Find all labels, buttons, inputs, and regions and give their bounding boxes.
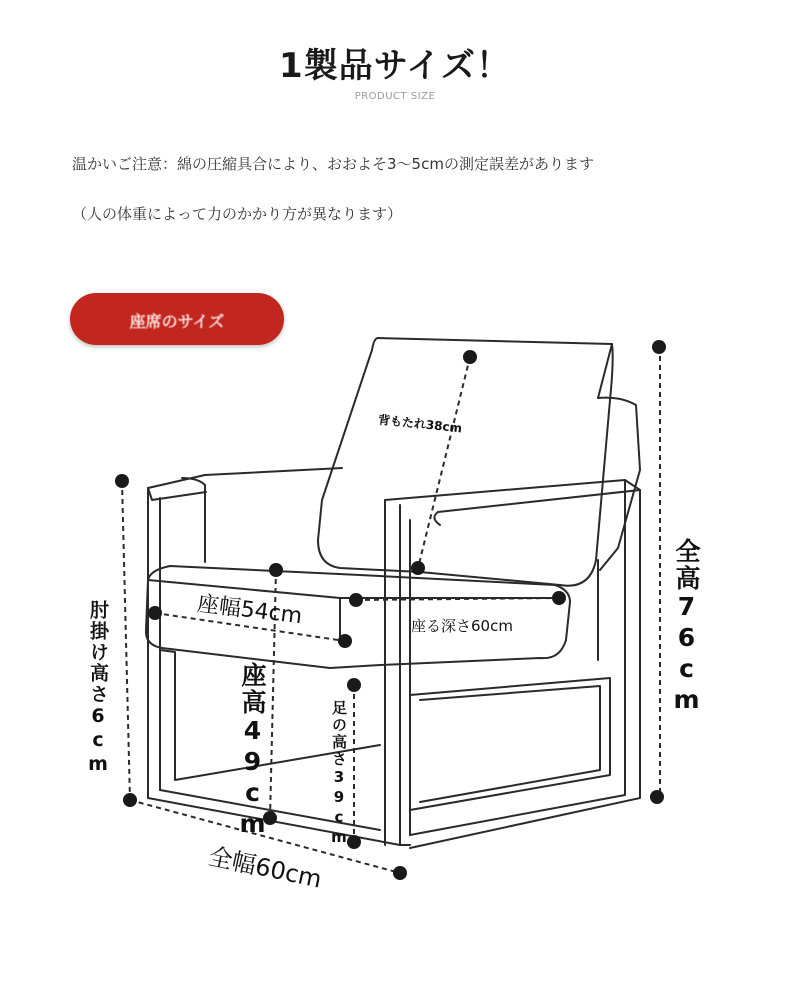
dot <box>650 790 664 804</box>
dot <box>347 678 361 692</box>
seat-size-badge-label: 座席のサイズ <box>129 312 225 331</box>
leg-height-label: 足の高さ39cm <box>330 700 348 848</box>
armrest-height-label: 肘掛け高さ6cm <box>87 600 109 777</box>
total-height-label: 全高76cm <box>672 538 701 716</box>
dot <box>148 606 162 620</box>
backrest-guide <box>418 357 470 568</box>
dot <box>115 474 129 488</box>
dot <box>349 593 363 607</box>
armrest-height-guide <box>122 481 130 800</box>
page-title: 1製品サイズ！ <box>279 46 511 86</box>
seat-height-label: 座高49cm <box>238 662 267 840</box>
dot <box>393 866 407 880</box>
dot <box>123 793 137 807</box>
dot <box>411 561 425 575</box>
measurement-note-detail: （人の体重によって力のかかり方が異なります） <box>72 205 403 223</box>
seat-depth-label: 座る深さ60cm <box>411 617 513 635</box>
dot <box>652 340 666 354</box>
backrest-label: 背もたれ38cm <box>377 412 463 436</box>
dot <box>463 350 477 364</box>
dot <box>338 634 352 648</box>
measurement-note: 温かいご注意：綿の圧縮具合により、おおよそ3〜5cmの測定誤差があります <box>72 155 594 173</box>
total-width-label: 全幅60cm <box>205 842 325 894</box>
dot <box>347 835 361 849</box>
dot <box>552 591 566 605</box>
seat-width-label: 座幅54cm <box>195 591 304 630</box>
dot <box>269 563 283 577</box>
page-subtitle: PRODUCT SIZE <box>354 91 436 102</box>
